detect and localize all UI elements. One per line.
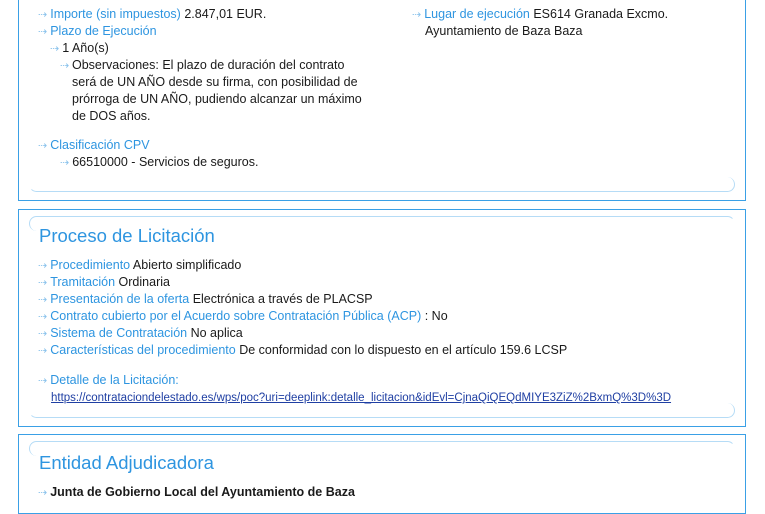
- observaciones-arrow-row: [60, 57, 72, 75]
- importe-row: [38, 6, 266, 24]
- importe-value: 2.847,01 EUR.: [184, 7, 267, 21]
- bullet-arrow-icon: ⇢: [38, 140, 48, 152]
- tramitacion-label: Tramitación: [50, 275, 116, 289]
- bullet-arrow-icon: ⇢: [38, 260, 48, 272]
- bullet-arrow-icon: ⇢: [38, 26, 48, 38]
- bullet-arrow-icon: ⇢: [38, 487, 48, 499]
- lugar-value-line2: Ayuntamiento de Baza Baza: [425, 24, 583, 38]
- bullet-arrow-icon: ⇢: [38, 9, 48, 21]
- acp-label: Contrato cubierto por el Acuerdo sobre Contratación Pública (ACP): [50, 309, 422, 323]
- sistema-value: No aplica: [190, 326, 243, 340]
- cpv-value: 66510000 - Servicios de seguros.: [72, 155, 259, 169]
- plazo-value: 1 Año(s): [62, 41, 109, 55]
- caracteristicas-row: [38, 342, 567, 360]
- panel-decoration: [29, 177, 735, 192]
- bullet-arrow-icon: ⇢: [38, 311, 48, 323]
- entidad-name: Junta de Gobierno Local del Ayuntamiento de Baza: [50, 485, 355, 499]
- sistema-row: [38, 325, 243, 343]
- acp-value: : No: [424, 309, 448, 323]
- plazo-label: Plazo de Ejecución: [50, 24, 157, 38]
- bullet-arrow-icon: ⇢: [50, 43, 60, 55]
- detalle-link-row: [51, 389, 671, 407]
- bullet-arrow-icon: ⇢: [60, 157, 70, 169]
- acp-row: [38, 308, 448, 326]
- bullet-arrow-icon: ⇢: [38, 294, 48, 306]
- tramitacion-value: Ordinaria: [118, 275, 170, 289]
- detalle-licitacion-link[interactable]: https://contrataciondelestado.es/wps/poc?uri=deeplink:detalle_licitacion&idEvl=CjnaQiQEQdMIYE3ZiZ%2BxmQ%3D%3D: [51, 392, 672, 404]
- observaciones-block: [72, 57, 372, 125]
- bullet-arrow-icon: ⇢: [38, 375, 48, 387]
- entidad-title: Entidad Adjudicadora: [39, 452, 214, 473]
- entidad-name-row: [38, 484, 355, 502]
- procedimiento-row: [38, 257, 241, 275]
- cpv-label: Clasificación CPV: [50, 138, 150, 152]
- bullet-arrow-icon: ⇢: [38, 277, 48, 289]
- lugar-row-2: [425, 23, 583, 40]
- caracteristicas-label: Características del procedimiento: [50, 343, 236, 357]
- lugar-row: [412, 6, 668, 24]
- bullet-arrow-icon: ⇢: [38, 328, 48, 340]
- bullet-arrow-icon: ⇢: [38, 345, 48, 357]
- proceso-title: Proceso de Licitación: [39, 225, 215, 246]
- plazo-row: [38, 23, 157, 41]
- cpv-row: [38, 137, 150, 155]
- detalle-label: Detalle de la Licitación:: [50, 373, 179, 387]
- bullet-arrow-icon: ⇢: [412, 9, 422, 21]
- cpv-value-row: [60, 154, 258, 172]
- observaciones-text: El plazo de duración del contrato será de UN AÑO desde su firma, con posibilidad de prórroga de UN AÑO, pudiendo alcanzar un máximo de DOS años.: [72, 58, 362, 123]
- entidad-adjudicadora-panel: [18, 434, 746, 514]
- detalle-row: [38, 372, 179, 390]
- sistema-label: Sistema de Contratación: [50, 326, 188, 340]
- tramitacion-row: [38, 274, 170, 292]
- procedimiento-value: Abierto simplificado: [132, 258, 242, 272]
- caracteristicas-value: De conformidad con lo dispuesto en el artículo 159.6 LCSP: [239, 343, 568, 357]
- plazo-value-row: [50, 40, 109, 58]
- presentacion-row: [38, 291, 373, 309]
- lugar-label: Lugar de ejecución: [424, 7, 530, 21]
- lugar-value-line1: ES614 Granada Excmo.: [533, 7, 669, 21]
- observaciones-label: Observaciones:: [72, 58, 159, 72]
- presentacion-label: Presentación de la oferta: [50, 292, 190, 306]
- importe-label: Importe (sin impuestos): [50, 7, 181, 21]
- presentacion-value: Electrónica a través de PLACSP: [192, 292, 373, 306]
- procedimiento-label: Procedimiento: [50, 258, 131, 272]
- bullet-arrow-icon: ⇢: [60, 60, 70, 72]
